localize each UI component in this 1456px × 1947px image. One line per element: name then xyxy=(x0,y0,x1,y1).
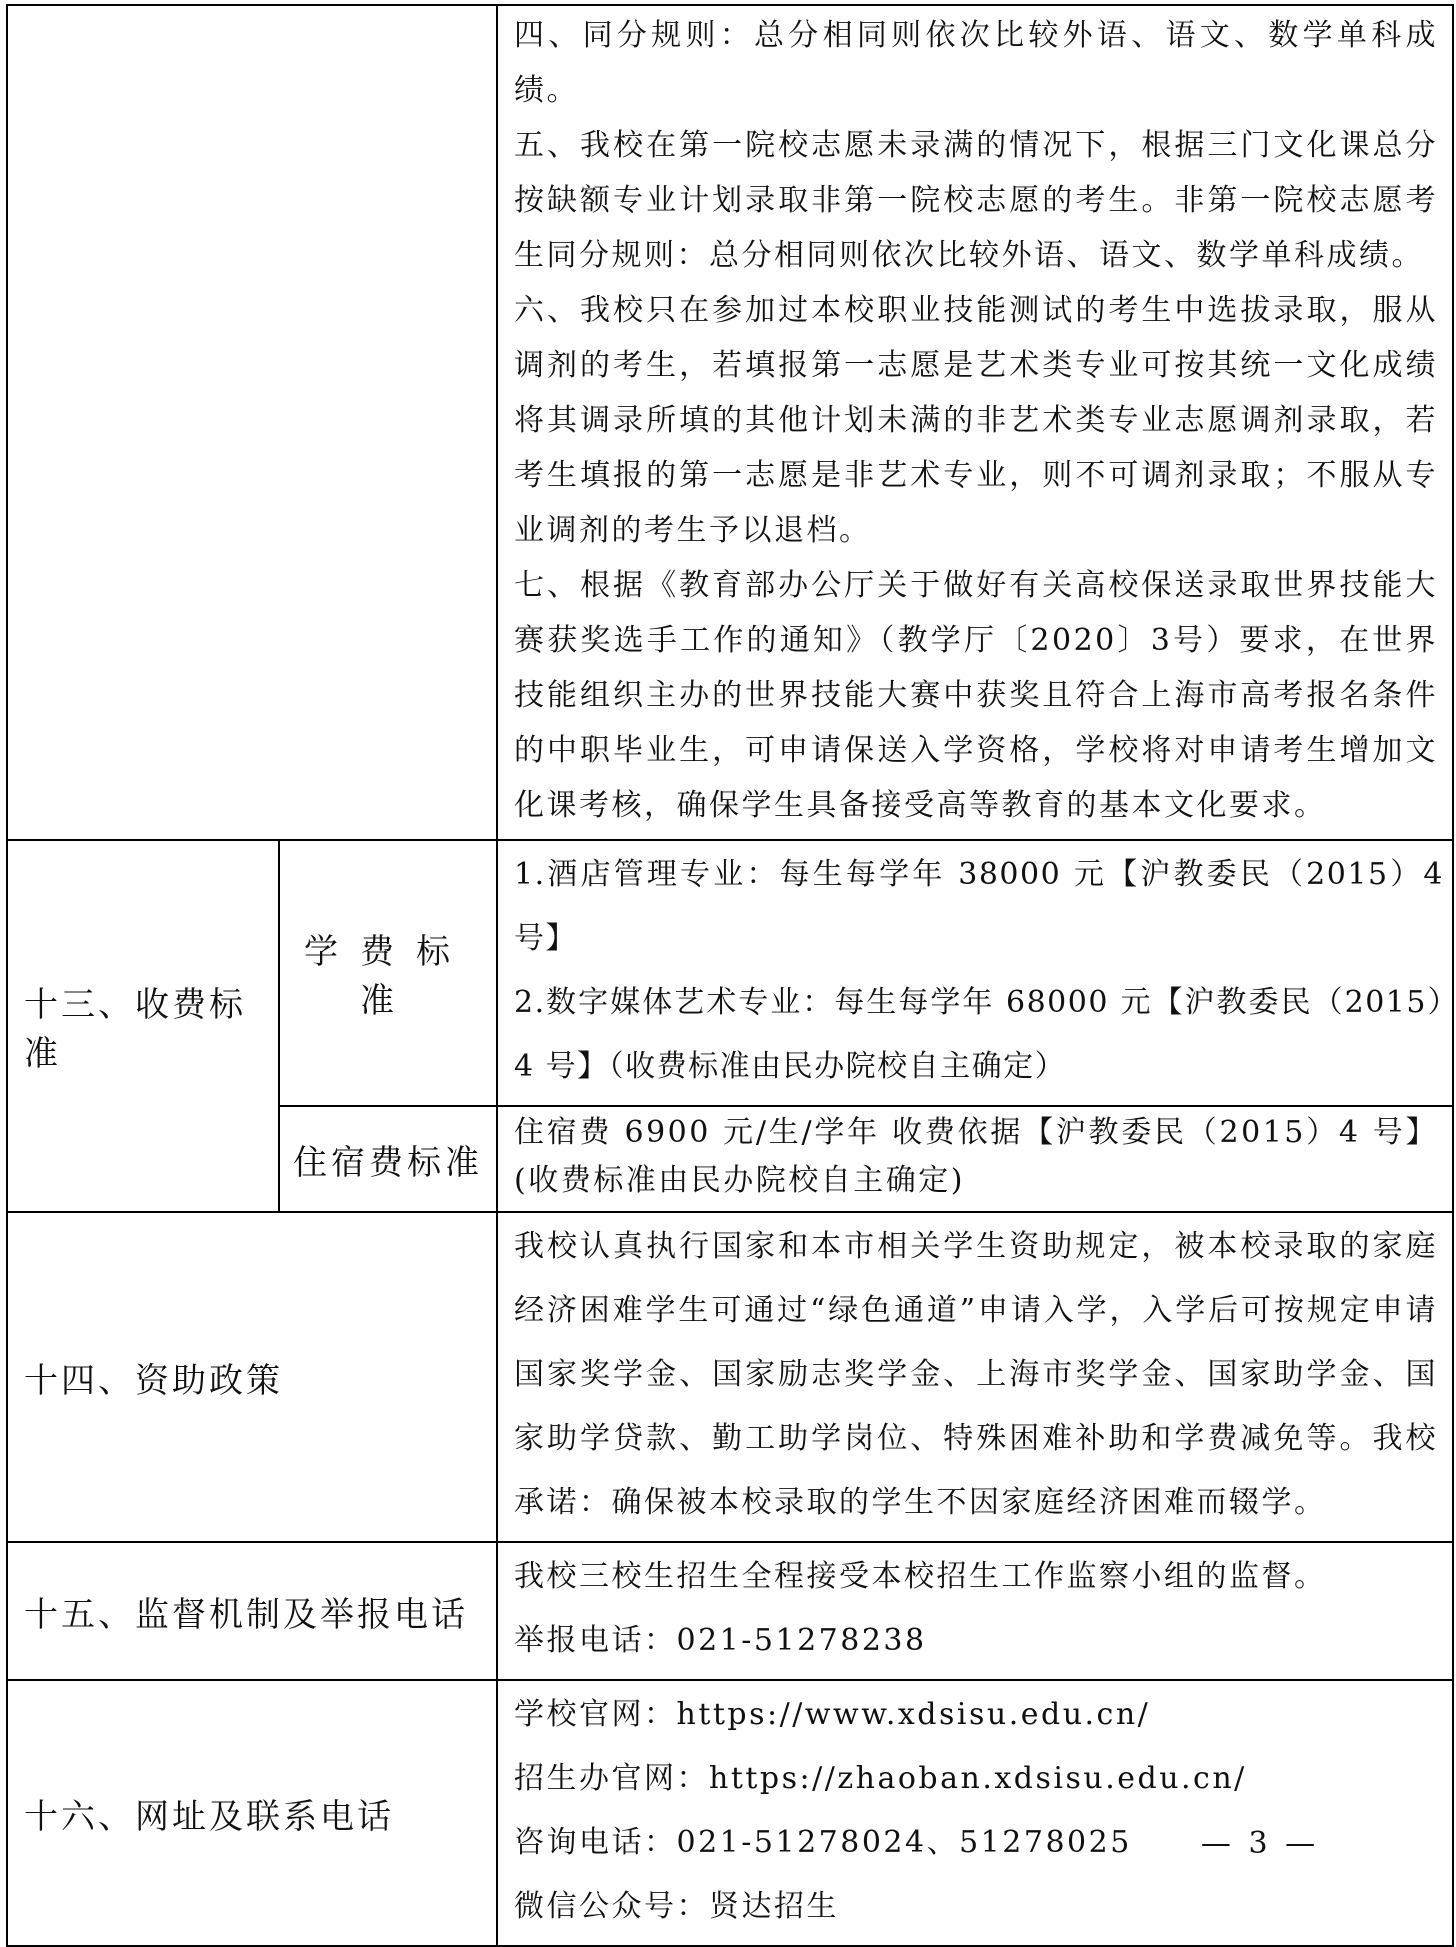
aid-policy-heading: 十四、资助政策 xyxy=(7,1212,497,1542)
supervision-cell xyxy=(497,1542,1453,1680)
rules-continued-row xyxy=(7,5,1453,840)
admission-info-table xyxy=(6,4,1454,1947)
supervision-statement: 我校三校生招生全程接受本校招生工作监察小组的监督。 xyxy=(514,1559,1327,1594)
supervision-heading: 十五、监督机制及举报电话 xyxy=(7,1542,497,1680)
rules-cell xyxy=(497,5,1453,840)
page-number: — 3 — xyxy=(1200,1826,1320,1861)
dorm-fee-text: 住宿费 6900 元/生/学年 收费依据【沪教委民（2015）4 号】(收费标准由民办院校自主确定) xyxy=(514,1115,1438,1198)
supervision-row xyxy=(7,1542,1453,1680)
rule-seven: 七、根据《教育部办公厅关于做好有关高校保送录取世界技能大赛获奖选手工作的通知》（教学厅〔2020〕3号）要求，在世界技能组织主办的世界技能大赛中获奖且符合上海市高考报名条件的中职毕业生，可申请保送入学资格，学校将对申请考生增加文化课考核，确保学生具备接受高等教育的基本文化要求。 xyxy=(514,568,1438,823)
tuition-cell xyxy=(497,840,1453,1106)
contact-row xyxy=(7,1680,1453,1946)
tuition-line-hotel: 1.酒店管理专业：每生每学年 38000 元【沪教委民（2015）4 号】 xyxy=(514,857,1444,956)
dorm-fee-label: 住宿费标准 xyxy=(279,1106,497,1212)
report-phone: 举报电话：021-51278238 xyxy=(514,1623,927,1658)
tuition-row xyxy=(7,840,1453,1106)
aid-policy-row xyxy=(7,1212,1453,1542)
contact-heading: 十六、网址及联系电话 xyxy=(7,1680,497,1946)
aid-policy-cell xyxy=(497,1212,1453,1542)
contact-cell xyxy=(497,1680,1453,1946)
wechat-account: 微信公众号：贤达招生 xyxy=(514,1889,839,1924)
rule-five: 五、我校在第一院校志愿未录满的情况下，根据三门文化课总分按缺额专业计划录取非第一院校志愿的考生。非第一院校志愿考生同分规则：总分相同则依次比较外语、语文、数学单科成绩。 xyxy=(514,128,1438,273)
rule-six: 六、我校只在参加过本校职业技能测试的考生中选拔录取，服从调剂的考生，若填报第一志愿是艺术类专业可按其统一文化成绩将其调录所填的其他计划未满的非艺术类专业志愿调剂录取，若考生填报的第一志愿是非艺术专业，则不可调剂录取；不服从专业调剂的考生予以退档。 xyxy=(514,293,1438,548)
fee-standard-heading: 十三、收费标准 xyxy=(7,840,279,1212)
aid-policy-text: 我校认真执行国家和本市相关学生资助规定，被本校录取的家庭经济困难学生可通过“绿色通道”申请入学，入学后可按规定申请国家奖学金、国家励志奖学金、上海市奖学金、国家助学金、国家助学贷款、勤工助学岗位、特殊困难补助和学费减免等。我校承诺：确保被本校录取的学生不因家庭经济困难而辍学。 xyxy=(514,1229,1438,1520)
empty-header-cell xyxy=(7,5,497,840)
dorm-fee-cell xyxy=(497,1106,1453,1212)
tuition-line-media: 2.数字媒体艺术专业：每生每学年 68000 元【沪教委民（2015）4 号】（收费标准由民办院校自主确定） xyxy=(514,985,1444,1084)
school-website: 学校官网：https://www.xdsisu.edu.cn/ xyxy=(514,1697,1151,1732)
admissions-website: 招生办官网：https://zhaoban.xdsisu.edu.cn/ xyxy=(514,1761,1247,1796)
consult-phone: 咨询电话：021-51278024、51278025 xyxy=(514,1825,1132,1860)
tuition-label: 学费标准 xyxy=(279,840,497,1106)
rule-four: 四、同分规则：总分相同则依次比较外语、语文、数学单科成绩。 xyxy=(514,18,1438,108)
